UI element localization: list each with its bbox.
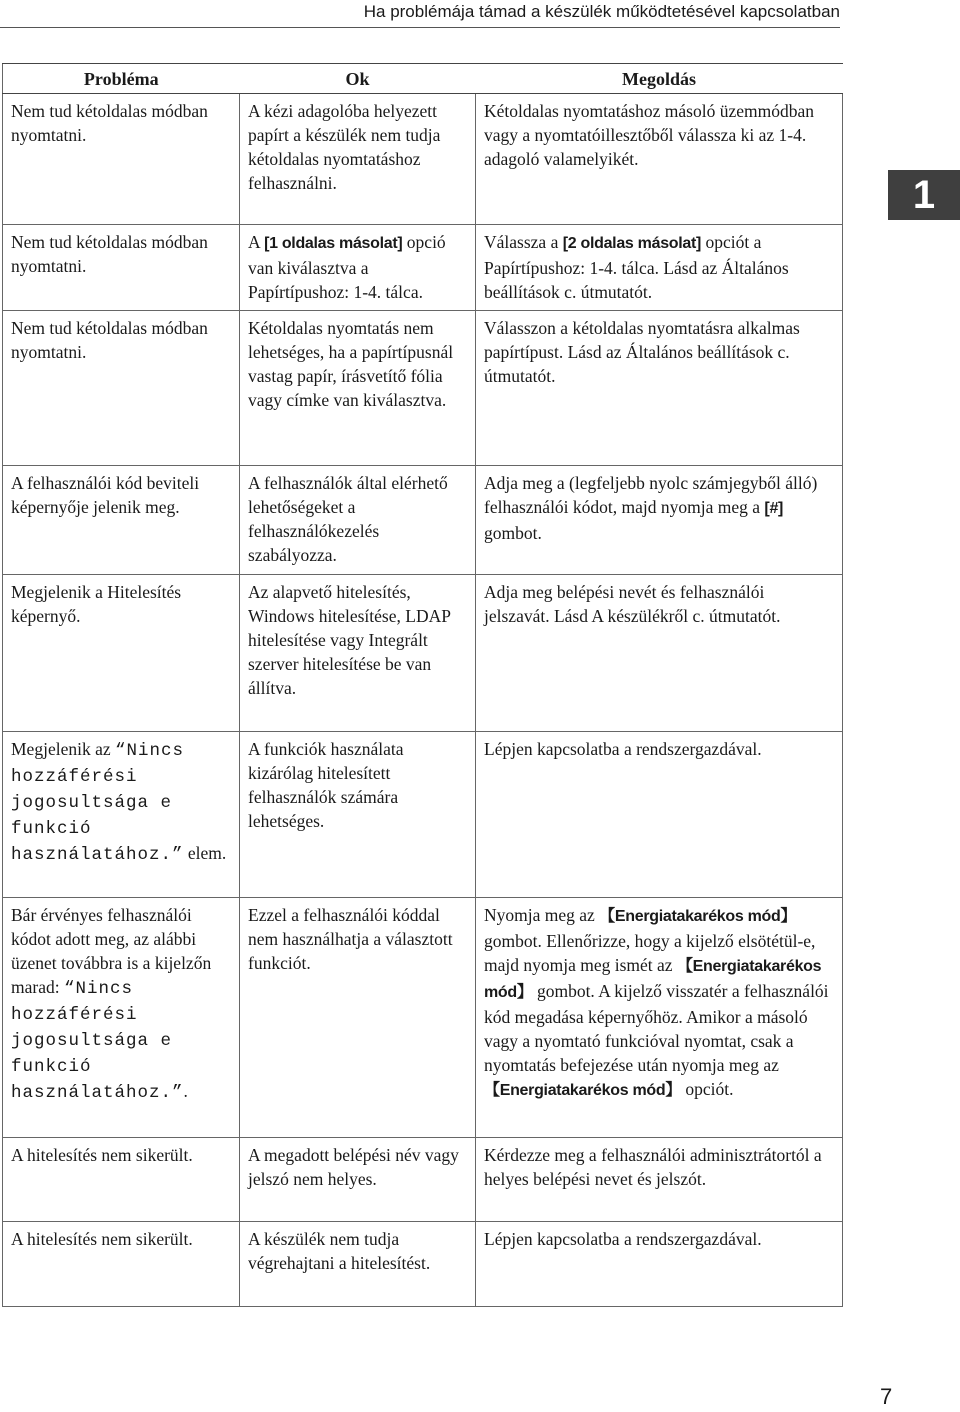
cause-cell: A megadott belépési név vagy jelszó nem helyes. — [240, 1138, 476, 1222]
message-code: “Nincs hozzáférési jogosultsága e funkció használatához.” — [11, 979, 184, 1103]
problem-cell: Nem tud kétoldalas módban nyomtatni. — [3, 94, 240, 225]
solution-cell: Lépjen kapcsolatba a rendszergazdával. — [476, 1222, 843, 1307]
table-row — [3, 225, 843, 311]
cause-cell: A kézi adagolóba helyezett papírt a készülék nem tudja kétoldalas nyomtatáshoz felhasználni. — [240, 94, 476, 225]
table-row — [3, 1222, 843, 1307]
key-label: 【Energiatakarékos mód】 — [484, 1082, 682, 1099]
problem-cell — [3, 898, 240, 1138]
problem-cell: A hitelesítés nem sikerült. — [3, 1222, 240, 1307]
table-row — [3, 1138, 843, 1222]
cause-cell: A felhasználók által elérhető lehetőségeket a felhasználókezelés szabályozza. — [240, 466, 476, 575]
table-row — [3, 898, 843, 1138]
solution-text: gombot. A kijelző visszatér a felhasználói kód megadása képernyőhöz. Amikor a másoló vagy a nyomtató funkcióval nyomtat, csak a nyomtatás befejezése után nyomja meg az — [484, 981, 829, 1075]
table-row — [3, 732, 843, 898]
problem-cell: Nem tud kétoldalas módban nyomtatni. — [3, 311, 240, 466]
key-label: 【Energiatakarékos mód】 — [484, 958, 822, 1001]
solution-text: Adja meg a (legfeljebb nyolc számjegyből álló) felhasználói kódot, majd nyomja meg a — [484, 473, 818, 517]
cause-text: A — [248, 232, 265, 252]
solution-text: opciót a Papírtípushoz: 1-4. tálca. Lásd az Általános beállítások c. útmutatót. — [484, 232, 789, 302]
cause-cell: Ezzel a felhasználói kóddal nem használhatja a választott funkciót. — [240, 898, 476, 1138]
solution-cell — [476, 225, 843, 311]
problem-cell — [3, 732, 240, 898]
solution-text: opciót. — [681, 1079, 734, 1099]
key-label: [2 oldalas másolat] — [562, 235, 702, 252]
problem-text: elem. — [183, 843, 227, 863]
problem-cell: Megjelenik a Hitelesítés képernyő. — [3, 575, 240, 732]
page-number: 7 — [880, 1384, 893, 1409]
column-header-cause: Ok — [240, 64, 476, 94]
key-label: [#] — [764, 500, 784, 517]
cause-cell: Az alapvető hitelesítés, Windows hitelesítése, LDAP hitelesítése vagy Integrált szerver hitelesítése be van állítva. — [240, 575, 476, 732]
column-header-solution: Megoldás — [476, 64, 843, 94]
table-row — [3, 311, 843, 466]
solution-cell: Kérdezze meg a felhasználói adminisztrátortól a helyes belépési nevet és jelszót. — [476, 1138, 843, 1222]
solution-text: Nyomja meg az — [484, 905, 600, 925]
solution-text: gombot. — [484, 523, 542, 543]
table-row — [3, 466, 843, 575]
cause-cell — [240, 225, 476, 311]
cause-text: opció van kiválasztva a Papírtípushoz: 1-4. tálca. — [248, 232, 446, 302]
solution-cell: Válasszon a kétoldalas nyomtatásra alkalmas papírtípust. Lásd az Általános beállítások c. útmutatót. — [476, 311, 843, 466]
cause-cell: A készülék nem tudja végrehajtani a hitelesítést. — [240, 1222, 476, 1307]
problem-cell: A hitelesítés nem sikerült. — [3, 1138, 240, 1222]
key-label: 【Energiatakarékos mód】 — [599, 908, 797, 925]
solution-cell — [476, 466, 843, 575]
troubleshooting-table — [2, 63, 843, 1307]
solution-text: gombot. Ellenőrizze, hogy a kijelző elsötétül-e, majd nyomja meg ismét az — [484, 931, 816, 975]
running-header: Ha problémája támad a készülék működtetésével kapcsolatban — [363, 2, 840, 21]
solution-cell: Adja meg belépési nevét és felhasználói jelszavát. Lásd A készülékről c. útmutatót. — [476, 575, 843, 732]
chapter-tab: 1 — [888, 170, 960, 220]
problem-text: Megjelenik az — [11, 739, 115, 759]
solution-cell — [476, 898, 843, 1138]
problem-cell: A felhasználói kód beviteli képernyője jelenik meg. — [3, 466, 240, 575]
table-header-row — [3, 64, 843, 94]
problem-text: . — [183, 1081, 188, 1101]
message-code: “Nincs hozzáférési jogosultsága e funkció használatához.” — [11, 741, 184, 865]
column-header-problem: Probléma — [3, 64, 240, 94]
problem-text: Bár érvényes felhasználói kódot adott meg, az alábbi üzenet továbbra is a kijelzőn marad: — [11, 905, 212, 997]
cause-cell: A funkciók használata kizárólag hitelesített felhasználók számára lehetséges. — [240, 732, 476, 898]
problem-cell: Nem tud kétoldalas módban nyomtatni. — [3, 225, 240, 311]
solution-cell: Lépjen kapcsolatba a rendszergazdával. — [476, 732, 843, 898]
solution-text: Válassza a — [484, 232, 563, 252]
table-row — [3, 575, 843, 732]
table-row — [3, 94, 843, 225]
cause-cell: Kétoldalas nyomtatás nem lehetséges, ha a papírtípusnál vastag papír, írásvetítő fólia vagy címke van kiválasztva. — [240, 311, 476, 466]
solution-cell: Kétoldalas nyomtatáshoz másoló üzemmódban vagy a nyomtatóillesztőből válassza ki az 1-4. adagoló valamelyikét. — [476, 94, 843, 225]
header-divider — [0, 27, 840, 28]
key-label: [1 oldalas másolat] — [264, 235, 403, 252]
